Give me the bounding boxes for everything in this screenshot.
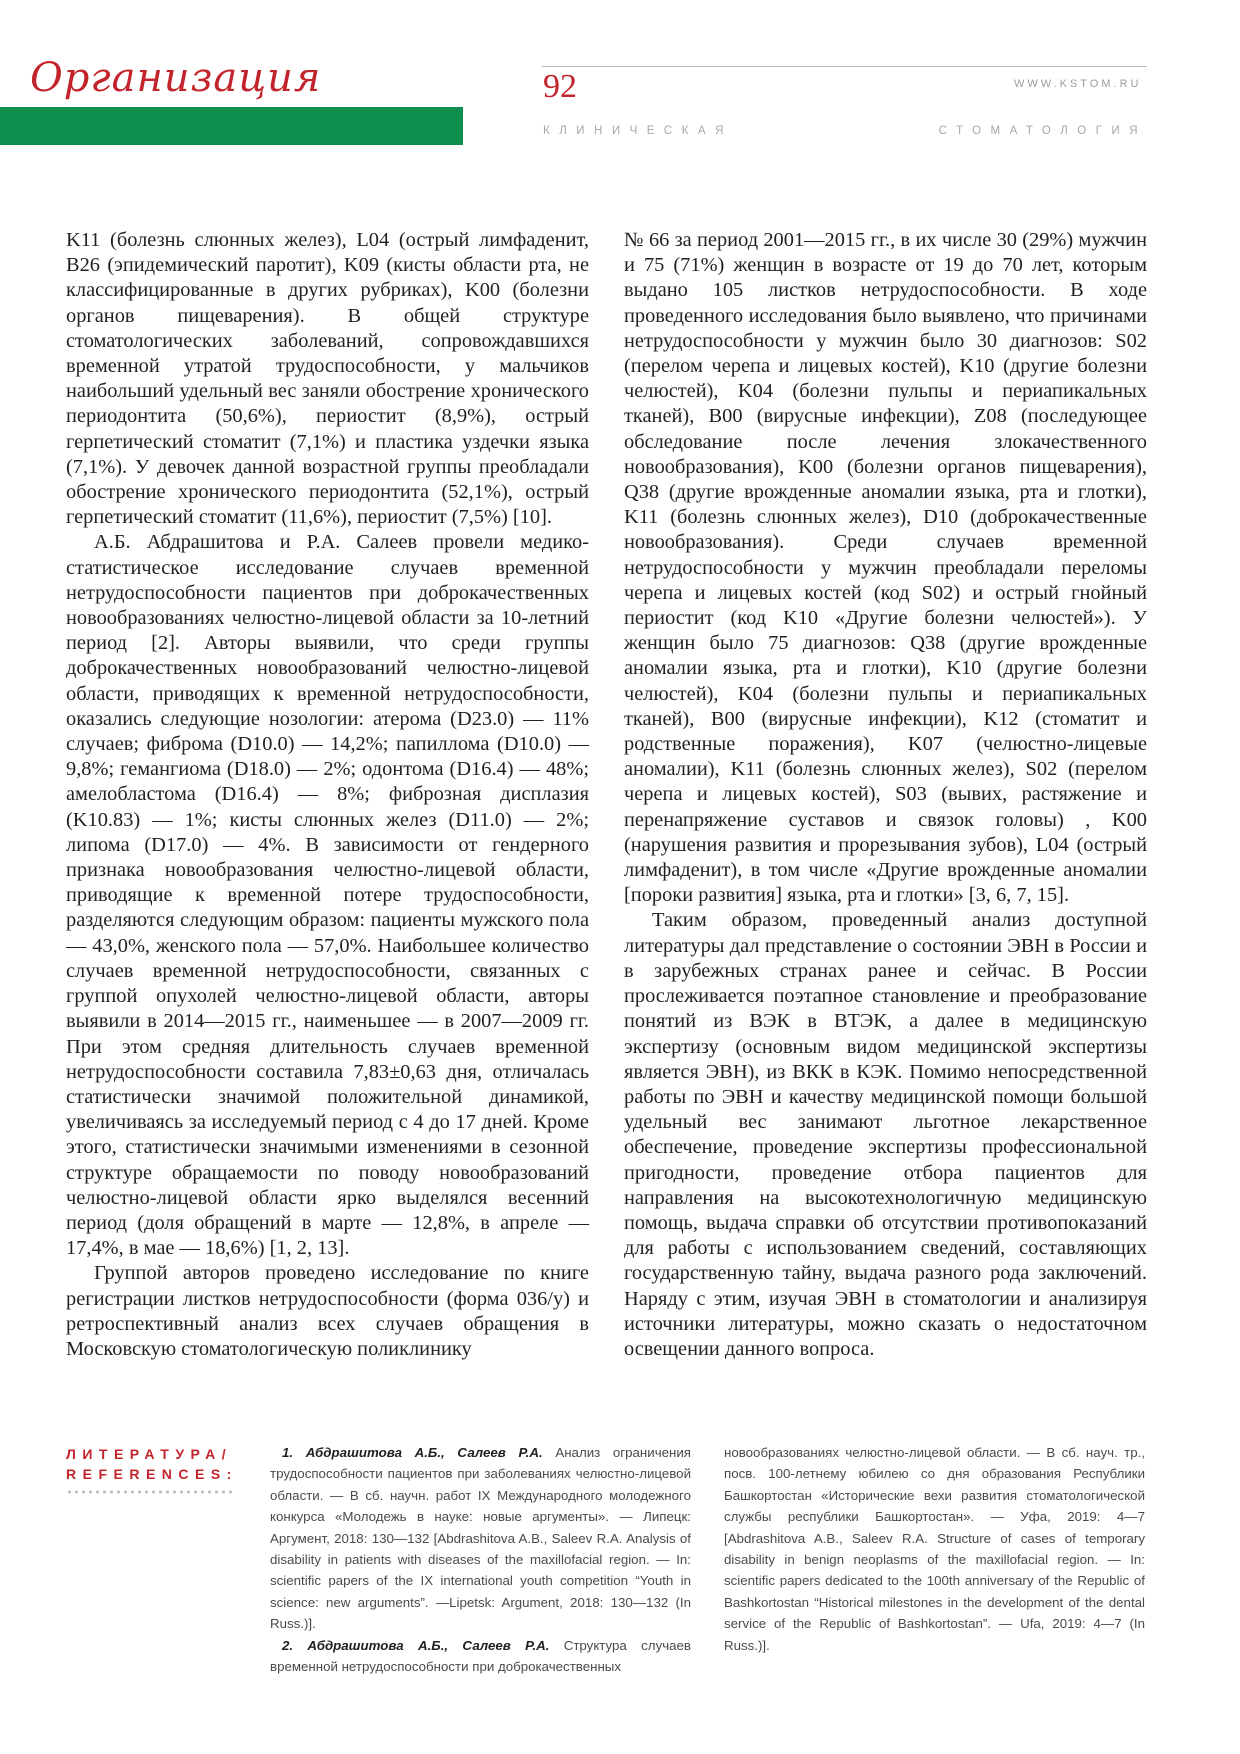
journal-name: КЛИНИЧЕСКАЯ СТОМАТОЛОГИЯ [543, 125, 1147, 137]
header-divider [542, 66, 1147, 67]
reference-authors: 1. Абдрашитова А.Б., Салеев Р.А. [282, 1445, 543, 1460]
paragraph: А.Б. Абдрашитова и Р.А. Салеев провели медико-статистическое исследование случаев временной нетрудоспособности пациентов при доброкачественных новообразованиях челюстно-лицевой области за 10-летний период [2]. Авторы выявили, что среди группы доброкачественных новообразований челюстно-лицевой области, приводящих к временной нетрудоспособности, оказались следующие нозологии: атерома (D23.0) — 11% случаев; фиброма (D10.0) — 14,2%; папиллома (D10.0) — 9,8%; гемангиома (D18.0) — 2%; одонтома (D16.4) — 48%; амелобластома (D16.4) — 8%; фиброзная дисплазия (K10.83) — 1%; кисты слюнных желез (D11.0) — 2%; липома (D17.0) — 4%. В зависимости от гендерного признака новообразования челюстно-лицевой области, приводящие к временной потере трудоспособности, разделяются следующим образом: пациенты мужского пола — 43,0%, женского пола — 57,0%. Наибольшее количество случаев временной нетрудоспособности, связанных с группой опухолей челюстно-лицевой области, авторы выявили в 2014—2015 гг., наименьшее — в 2007—2009 гг. При этом средняя длительность случаев временной нетрудоспособности составила 7,83±0,63 дня, отличалась статистически значимой положительной динамикой, увеличиваясь за исследуемый период с 4 до 17 дней. Кроме этого, статистически значимыми изменениями в сезонной структуре обращаемости по поводу новообразований челюстно-лицевой области ярко выделялся весенний период (доля обращений в марте — 12,8%, в апреле — 17,4%, в мае — 18,6%) [1, 2, 13]. [66, 531, 589, 1260]
dotted-divider [66, 1490, 232, 1494]
body-column-right [624, 228, 1147, 1362]
reference-authors: 2. Абдрашитова А.Б., Салеев Р.А. [282, 1637, 550, 1653]
page-number: 92 [543, 68, 577, 105]
reference-text: Анализ ограничения трудоспособности пациентов при заболеваниях челюстно-лицевой области. — В сб. научн. работ IX Международного молодежного конкурса «Молодежь в науке: новые аргументы». — Липецк: Аргумент, 2018: 130—132 [Abdrashitova A.B., Saleev R.A. Analysis of disability in patients with diseases of the maxillofacial region. — In: scientific papers of the IX international youth competition “Youth in science: new arguments”. —Lipetsk: Argument, 2018: 130—132 (In Russ.)]. [270, 1445, 691, 1632]
header-color-band [0, 107, 463, 145]
references-heading-ru: ЛИТЕРАТУРА/ [66, 1446, 233, 1462]
section-title: Организация [30, 55, 322, 101]
paragraph: Группой авторов проведено исследование по книге регистрации листков нетрудоспособности (форма 036/у) и ретроспективный анализ всех случаев обращения в Московскую стоматологическую поликлинику [66, 1262, 589, 1360]
reference-item [270, 1442, 691, 1635]
paragraph: № 66 за период 2001—2015 гг., в их числе 30 (29%) мужчин и 75 (71%) женщин в возрасте от 19 до 70 лет, которым выдано 105 листков нетрудоспособности. В ходе проведенного исследования было выявлено, что причинами нетрудоспособности у мужчин было 30 диагнозов: S02 (перелом черепа и лицевых костей), K10 (другие болезни челюстей), K04 (болезни пульпы и периапикальных тканей), B00 (вирусные инфекции), Z08 (последующее обследование после лечения злокачественного новообразования), K00 (болезни органов пищеварения), Q38 (другие врожденные аномалии языка, рта и глотки), K11 (болезнь слюнных желез), D10 (доброкачественные новообразования). Среди случаев временной нетрудоспособности у мужчин преобладали переломы черепа и лицевых костей (код S02) и острый гнойный периостит (код K10 «Другие болезни челюстей»). У женщин было 75 диагнозов: Q38 (другие врожденные аномалии языка, рта и глотки), K10 (другие болезни челюстей), K04 (болезни пульпы и периапикальных тканей), B00 (вирусные инфекции), K12 (стоматит и родственные поражения), K07 (челюстно-лицевые аномалии), K11 (болезнь слюнных желез), S02 (перелом черепа и лицевых костей), S03 (вывих, растяжение и перенапряжение суставов и связок головы) , K00 (нарушения развития и прорезывания зубов), L04 (острый лимфаденит), в том числе «Другие врожденные аномалии [пороки развития] языка, рта и глотки» [3, 6, 7, 15]. [624, 229, 1147, 907]
body-column-left [66, 228, 589, 1362]
site-url: WWW.KSTOM.RU [1014, 78, 1142, 90]
references-heading [66, 1444, 238, 1484]
paragraph: K11 (болезнь слюнных желез), L04 (острый лимфаденит, B26 (эпидемический паротит), K09 (кисты области рта, не классифицированные в других рубриках), K00 (болезни органов пищеварения). В общей структуре стоматологических заболеваний, сопровождавшихся временной утратой трудоспособности, у мальчиков наибольший удельный вес заняли обострение хронического периодонтита (50,6%), периостит (8,9%), острый герпетический стоматит (7,1%) и пластика уздечки языка (7,1%). У девочек данной возрастной группы преобладали обострение хронического периодонтита (52,1%), острый герпетический стоматит (11,6%), периостит (7,5%) [10]. [66, 229, 589, 529]
reference-text: Структура случаев временной нетрудоспособности при доброкачественных [270, 1637, 692, 1675]
references-column-left [270, 1442, 691, 1677]
paragraph: Таким образом, проведенный анализ доступной литературы дал представление о состоянии ЭВН в России и в зарубежных странах ранее и сейчас. В России прослеживается поэтапное становление и преобразование понятий из ВЭК в ВТЭК, а далее в медицинскую экспертизу (основным видом медицинской экспертизы является ЭВН), из ВКК в КЭК. Помимо непосредственной работы по ЭВН и качеству медицинской помощи большой удельный вес занимают льготное лекарственное обеспечение, проведение экспертизы профессиональной пригодности, проведение отбора пациентов для направления на высокотехнологичную медицинскую помощь, выдача справки об отсутствии противопоказаний для работы с использованием сведений, составляющих государственную тайну, выдача разного рода заключений. Наряду с этим, изучая ЭВН в стоматологии и анализируя источники литературы, можно сказать о недостаточном освещении данного вопроса. [624, 909, 1147, 1360]
reference-continuation: новообразованиях челюстно-лицевой области. — В сб. науч. тр., посв. 100-летнему юбилею со дня образования Республики Башкортостан «Исторические вехи развития стоматологической службы республики Башкортостан». — Уфа, 2019: 4—7 [Abdrashitova A.B., Saleev R.A. Structure of cases of temporary disability in benign neoplasms of the maxillofacial region. — In: scientific papers dedicated to the 100th anniversary of the Republic of Bashkortostan “Historical milestones in the development of the dental service of the Republic of Bashkortostan”. — Ufa, 2019: 4—7 (In Russ.)]. [724, 1445, 1145, 1653]
references-column-right [724, 1442, 1145, 1656]
references-heading-en: REFERENCES: [66, 1466, 238, 1482]
reference-item [270, 1635, 691, 1678]
